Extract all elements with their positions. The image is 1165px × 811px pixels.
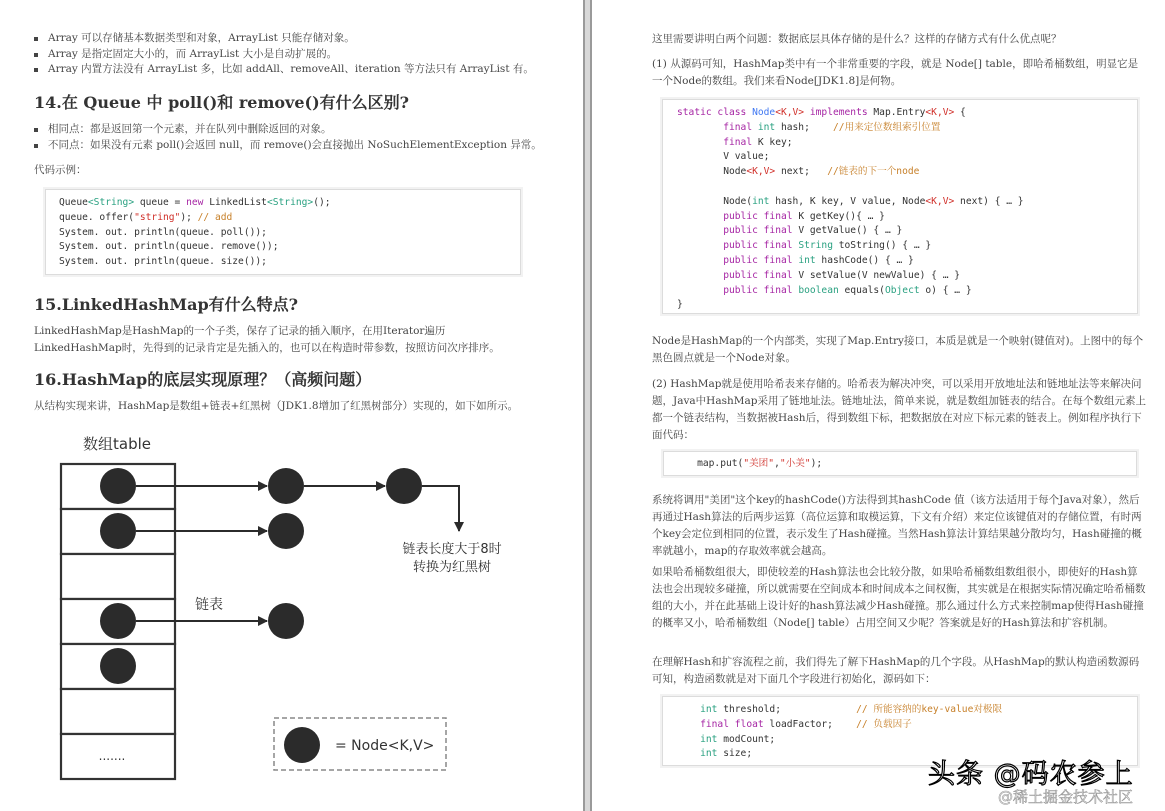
code-token — [677, 704, 700, 715]
code-line — [59, 211, 520, 226]
code-token: loadFactor; — [769, 718, 857, 730]
list-item: 相同点：都是返回第一个元素，并在队列中删除返回的对象。 — [34, 122, 564, 138]
linked-list-label: 链表 — [195, 597, 223, 613]
code-token: threshold; — [717, 704, 857, 715]
para-bucket-size: 如果哈希桶数组很大，即使较差的Hash算法也会比较分散，如果哈希桶数组数组很小，即使好的Hash算法也会出现较多碰撞，所以就需要在空间成本和时间成本之间权衡，其实就是在根据实际情况确定哈希桶数组的大小，并在此基础上设计好的hash算法减少Hash碰撞。那么通过什么方式来控制map使得Hash碰撞的概率又小，哈希桶数组（Node[] table）占用空间又少呢？答案就是好的Hash算法和扩容机制。 — [652, 566, 1146, 629]
code-token: Map.Entry — [873, 107, 926, 118]
code-token: Queue — [59, 197, 88, 208]
code-token — [677, 225, 723, 236]
code-token — [677, 122, 723, 133]
q15-text: LinkedHashMap是HashMap的一个子类，保存了记录的插入顺序，在用Iterator遍历LinkedHashMap时，先得到的记录肯定是先插入的，也可以在构造时带参数，按照访问次序排序。 — [34, 325, 500, 354]
code-token: LinkedList — [203, 197, 267, 208]
code-token: public final — [723, 254, 799, 266]
q15-heading: 15.LinkedHashMap有什么特点? — [34, 295, 299, 314]
node-legend-icon — [284, 727, 320, 763]
code-token: int — [700, 704, 718, 715]
code-token: <K,V> — [775, 107, 805, 118]
code-token: { — [954, 107, 966, 118]
code-token: int — [752, 195, 770, 207]
code-token: next) { … } — [954, 195, 1024, 207]
code-token: map.put( — [674, 458, 744, 469]
code-line — [59, 240, 520, 255]
code-token: "string" — [134, 211, 181, 223]
code-token: static class — [677, 107, 753, 118]
code-token: Node — [752, 107, 776, 118]
code-line — [677, 180, 1137, 195]
code-token: System. out. println(queue. size()); — [59, 256, 267, 268]
code-token: public final — [723, 240, 799, 252]
code-token: public final — [723, 225, 799, 237]
node-class-code-block — [662, 99, 1138, 314]
para-hashcode: 系统将调用"美团"这个key的hashCode()方法得到其hashCode 值（该方法适用于每个Java对象），然后再通过Hash算法的后两步运算（高位运算和取模运算，下文有介绍）来定位该键值对的存储位置，有时两个key会定位到相同的位置，表示发生了Hash碰撞。当然Hash算法计算结果越分散均匀，Hash碰撞的概率就越小，map的存取效率就会越高。 — [652, 494, 1142, 557]
code-token: final — [723, 136, 758, 148]
code-line — [677, 165, 1137, 180]
right-page — [592, 0, 1165, 811]
code-line — [677, 703, 1137, 718]
para-fields: 在理解Hash和扩容流程之前，我们得先了解下HashMap的几个字段。从HashMap的默认构造函数源码可知，构造函数就是对下面几个字段进行初始化，源码如下： — [652, 656, 1140, 685]
code-line — [677, 136, 1137, 151]
list-item: Array 可以存储基本数据类型和对象，ArrayList 只能存储对象。 — [34, 31, 564, 47]
code-token: final — [723, 121, 758, 133]
code-token: Object — [884, 284, 920, 296]
legend-text: = Node<K,V> — [335, 738, 435, 754]
treeify-arrow — [422, 486, 459, 531]
code-token: System. out. println(queue. poll()); — [59, 226, 267, 238]
code-token: "美团" — [743, 458, 775, 469]
code-token: next; — [775, 166, 828, 178]
code-token — [677, 255, 723, 266]
code-example-label: 代码示例： — [34, 164, 87, 176]
code-token: // 所能容纳的key-value对极限 — [856, 704, 1003, 715]
node-icon — [268, 468, 304, 504]
code-token — [677, 285, 723, 296]
code-line — [677, 121, 1137, 136]
code-token: queue = — [134, 197, 187, 208]
list-item: Array 是指定固定大小的，而 ArrayList 大小是自动扩展的。 — [34, 47, 564, 63]
code-token: //用来定位数组索引位置 — [832, 121, 941, 133]
bucket-slot — [61, 554, 175, 599]
code-line — [677, 210, 1137, 225]
para-node-desc: Node是HashMap的一个内部类，实现了Map.Entry接口，本质是就是一个映射(键值对)。上图中的每个黑色圆点就是一个Node对象。 — [652, 335, 1144, 364]
code-token: String — [798, 240, 833, 252]
code-token: // add — [197, 211, 233, 223]
node-icon — [100, 468, 136, 504]
code-token: // 负载因子 — [856, 718, 912, 730]
bucket-slot — [61, 689, 175, 734]
code-token: public final — [723, 269, 799, 281]
legend — [274, 718, 446, 770]
node-icon — [268, 603, 304, 639]
code-token: modCount; — [717, 733, 776, 745]
hashmap-structure-diagram — [30, 420, 560, 810]
toutiao-watermark: 头条 @码农参上 — [928, 759, 1134, 790]
code-token: , — [774, 458, 780, 469]
code-line — [59, 196, 520, 211]
array-vs-arraylist-list — [34, 31, 564, 78]
code-line — [59, 255, 520, 270]
code-token: ); — [180, 211, 198, 223]
code-line — [677, 195, 1137, 210]
code-token: (); — [313, 197, 331, 208]
treeify-note-line2: 转换为红黑树 — [412, 560, 492, 575]
para-node-table: (1) 从源码可知，HashMap类中有一个非常重要的字段，就是 Node[] table，即哈希桶数组，明显它是一个Node的数组。我们来看Node[JDK1.8]是何物。 — [652, 58, 1139, 87]
code-token: int — [700, 748, 718, 760]
list-item: 不同点：如果没有元素 poll()会返回 null，而 remove()会直接抛出 NoSuchElementException 异常。 — [34, 138, 564, 154]
code-line — [677, 106, 1137, 121]
code-token: Node( — [677, 195, 753, 207]
code-token: final float — [700, 718, 770, 730]
code-token: public final — [723, 284, 799, 296]
code-line — [677, 239, 1137, 254]
code-line — [677, 224, 1137, 239]
code-token: hash, K key, V value, Node — [769, 195, 926, 207]
node-icon — [100, 603, 136, 639]
code-token: queue. offer( — [59, 211, 135, 223]
code-token: hash; — [775, 121, 833, 133]
code-token: toString() { … } — [832, 240, 932, 252]
queue-code-block — [45, 189, 521, 275]
table-label: 数组table — [83, 435, 151, 453]
node-icon — [268, 513, 304, 549]
code-line — [677, 298, 1137, 313]
para-intro: 这里需要讲明白两个问题：数据底层具体存储的是什么？这样的存储方式有什么优点呢？ — [652, 33, 1062, 45]
code-token: public final — [723, 210, 799, 222]
code-token — [677, 734, 700, 745]
code-token: <String> — [266, 197, 314, 208]
code-token: V setValue(V newValue) { … } — [798, 269, 961, 281]
juejin-watermark: @稀土掘金技术社区 — [998, 788, 1134, 806]
code-token — [677, 748, 700, 759]
code-token: ); — [810, 458, 823, 469]
code-token — [677, 211, 723, 222]
code-token — [677, 137, 723, 148]
code-token: V getValue() { … } — [798, 225, 903, 237]
para-chaining: (2) HashMap就是使用哈希表来存储的。哈希表为解决冲突，可以采用开放地址法和链地址法等来解决问题，Java中HashMap采用了链地址法。链地址法，简单来说，就是数组加链表的结合。在每个数组元素上都一个链表结构，当数据被Hash后，得到数组下标，把数据放在对应下标元素的链表上。例如程序执行下面代码： — [652, 378, 1146, 441]
node-icon — [386, 468, 422, 504]
code-line — [674, 457, 1136, 472]
code-token: new — [186, 197, 204, 208]
code-line — [677, 254, 1137, 269]
code-token: implements — [804, 107, 874, 118]
node-icon — [100, 513, 136, 549]
q16-heading: 16.HashMap的底层实现原理？（高频问题） — [34, 370, 372, 389]
code-token: o) { … } — [919, 284, 972, 296]
treeify-note-line1: 链表长度大于8时 — [402, 542, 502, 557]
code-token: K getKey(){ … } — [798, 210, 885, 222]
code-token — [677, 240, 723, 251]
more-slots-ellipsis: ....... — [98, 749, 126, 763]
code-token: equals( — [838, 284, 885, 296]
code-token: V value; — [677, 151, 770, 163]
list-item: Array 内置方法没有 ArrayList 多，比如 addAll、removeAll、iteration 等方法只有 ArrayList 有。 — [34, 62, 564, 78]
code-line — [677, 718, 1137, 733]
code-token: <K,V> — [746, 166, 776, 178]
code-line — [59, 226, 520, 241]
q14-list — [34, 122, 564, 153]
code-token: <String> — [87, 197, 135, 208]
code-token — [677, 270, 723, 281]
code-token: //链表的下一个node — [827, 166, 920, 178]
code-token: <K,V> — [925, 195, 955, 207]
q16-text: 从结构实现来讲，HashMap是数组+链表+红黑树（JDK1.8增加了红黑树部分）实现的，如下如所示。 — [34, 400, 519, 412]
code-token: int — [757, 121, 776, 133]
code-token: } — [677, 299, 683, 311]
code-line — [677, 150, 1137, 165]
code-token: K key; — [757, 136, 793, 148]
code-line — [677, 733, 1137, 748]
code-token: size; — [717, 748, 753, 760]
code-token: int — [798, 254, 816, 266]
map-put-code-block — [663, 451, 1137, 476]
page-divider — [583, 0, 592, 811]
node-icon — [100, 648, 136, 684]
code-token: "小美" — [779, 458, 811, 469]
code-token: Node — [677, 166, 747, 178]
code-token: System. out. println(queue. remove()); — [59, 241, 279, 253]
code-token — [677, 719, 700, 730]
code-token: <K,V> — [925, 107, 955, 118]
q14-heading: 14.在 Queue 中 poll()和 remove()有什么区别? — [34, 93, 410, 112]
code-line — [677, 284, 1137, 299]
code-token: hashCode() { … } — [815, 254, 914, 266]
code-token: boolean — [798, 284, 839, 296]
code-line — [677, 269, 1137, 284]
code-token: int — [700, 733, 718, 745]
